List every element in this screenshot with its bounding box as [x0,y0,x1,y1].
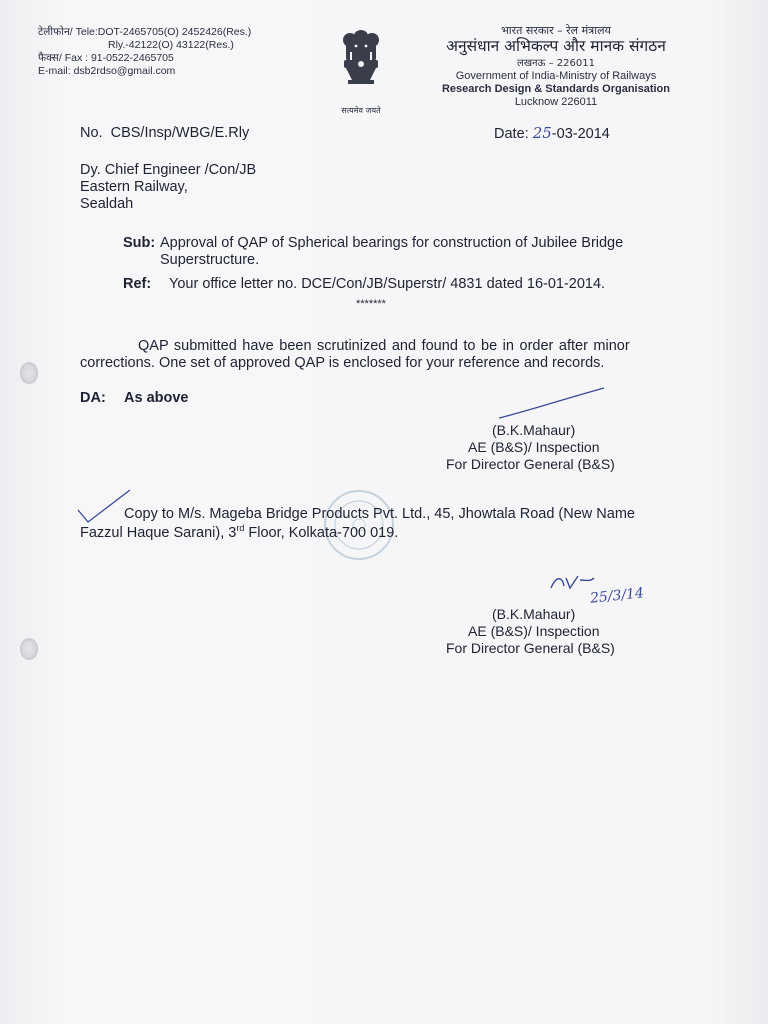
contact-fax [38,52,174,65]
national-emblem [336,26,386,115]
signature1-name: (B.K.Mahaur) [492,422,576,438]
lion-capital-icon [336,26,386,98]
signature1-designation: AE (B&S)/ Inspection [468,439,600,455]
org-govt-line: Government of India-Ministry of Railways [455,70,657,82]
phone-label-hindi: टेलीफोन [38,26,70,38]
subject-label: Sub: [123,235,156,251]
org-hindi-city: लखनऊ – 226011 [517,58,595,69]
reference-label: Ref: [123,276,152,292]
copy-to-line-1: Copy to M/s. Mageba Bridge Products Pvt. Ltd., 45, Jhowtala Road (New Name [124,506,635,522]
da-label: DA: [80,390,106,406]
addressee-place: Sealdah [80,196,134,212]
subject-line-1: Approval of QAP of Spherical bearings for construction of Jubilee Bridge [160,235,624,251]
addressee-designation: Dy. Chief Engineer /Con/JB [80,162,257,178]
date-rest: -03-2014 [551,126,610,142]
copy-to-line-2 [80,523,398,541]
punch-hole-bottom [20,638,38,660]
body-line-1: QAP submitted have been scrutinized and found to be in order after minor [138,338,630,354]
org-rdso-line: Research Design & Standards Organisation [441,83,670,95]
copy-line2-b: Floor, Kolkata-700 019. [244,524,399,541]
body-line-2: corrections. One set of approved QAP is enclosed for your reference and records. [80,355,605,371]
signature1-for-line: For Director General (B&S) [446,456,615,472]
signature2-for-line: For Director General (B&S) [446,640,615,656]
signature2-designation: AE (B&S)/ Inspection [468,623,600,639]
signature-scribble-1 [494,384,614,424]
contact-phone [38,26,251,39]
signature2-name: (B.K.Mahaur) [492,606,576,622]
reference-text: Your office letter no. DCE/Con/JB/Superstr/ 4831 dated 16-01-2014. [169,276,606,292]
organisation-block [420,24,692,109]
letter-date [494,124,610,142]
contact-rly: Rly.-42122(O) 43122(Res.) [108,39,234,51]
fax-label-hindi: फैक्स [38,52,59,64]
letter-ref-number: No. CBS/Insp/WBG/E.Rly [80,125,250,141]
copy-line2-sup: rd [236,523,245,533]
punch-hole-top [20,362,38,384]
fax-line: / Fax : 91-0522-2465705 [58,52,174,64]
org-hindi-name: अनुसंधान अभिकल्प और मानक संगठन [446,37,666,55]
date-label: Date: [494,126,529,142]
org-hindi-ministry: भारत सरकार – रेल मंत्रालय [501,24,611,37]
separator-stars: ******* [356,298,386,310]
da-text: As above [124,390,189,406]
subject-line-2: Superstructure. [160,252,260,268]
contact-email: E-mail: dsb2rdso@gmail.com [38,65,176,77]
emblem-motto: सत्यमेव जयते [341,106,381,115]
phone-line: / Tele:DOT-2465705(O) 2452426(Res.) [69,26,252,38]
org-lucknow-line: Lucknow 226011 [514,96,598,108]
copy-line2-a: Fazzul Haque Sarani), 3 [80,524,237,541]
addressee-railway: Eastern Railway, [80,179,188,195]
date-handwritten-day: 25 [532,124,552,142]
signature2-handwritten-date: 25/3/14 [589,585,645,607]
